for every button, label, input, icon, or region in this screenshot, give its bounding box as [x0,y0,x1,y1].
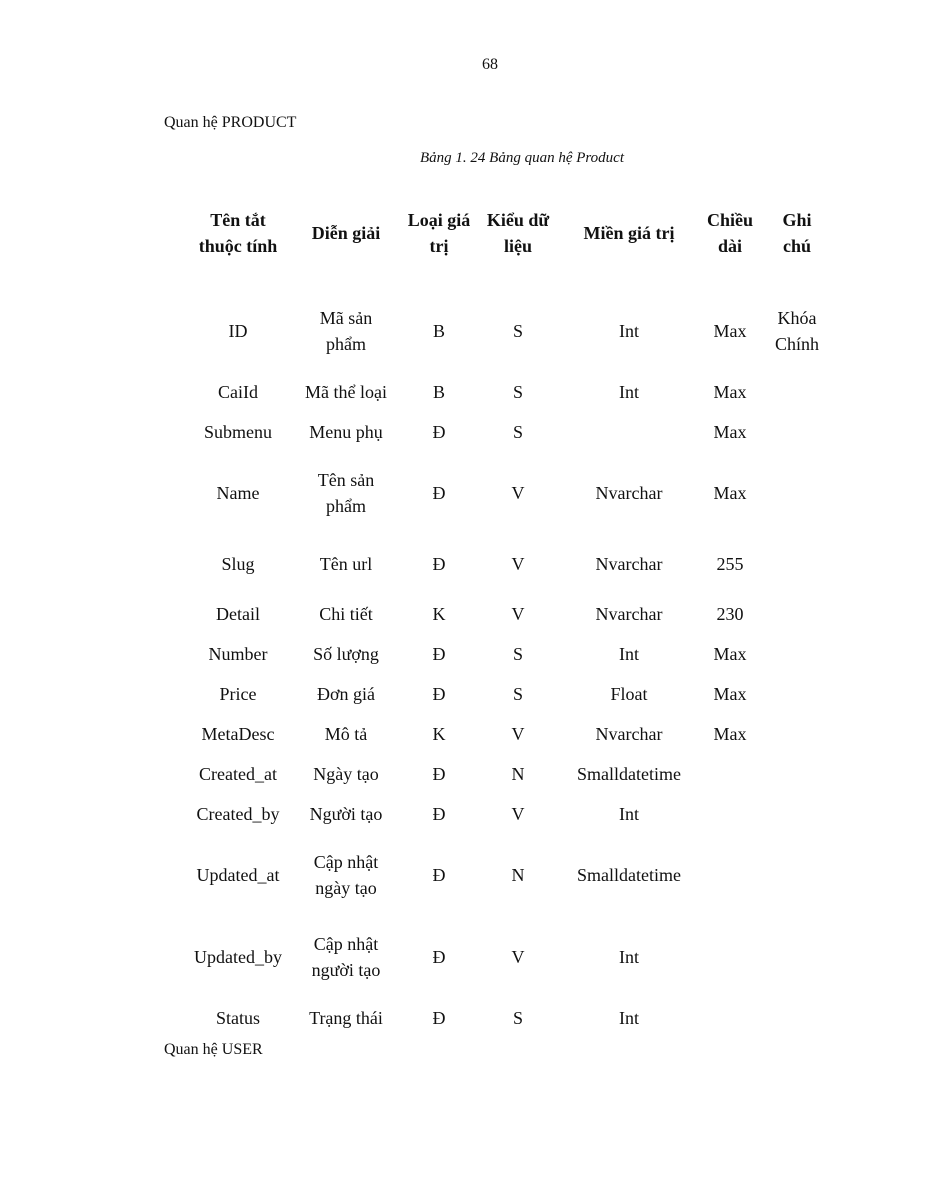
description-cell: Mã thể loại [305,382,387,402]
attr-name-cell: Number [208,644,268,664]
domain-cell: Int [619,804,639,824]
data-type-cell: V [511,947,525,967]
value-type-cell: Đ [432,644,446,664]
note-cell [760,834,834,916]
description-cell: Tên url [319,554,373,574]
table-row [184,674,834,714]
table-row [184,714,834,754]
data-type-cell: S [512,1008,523,1028]
attr-name-cell: Created_at [199,764,277,784]
header-domain: Miền giá trị [583,223,675,243]
table-row [184,634,834,674]
note-cell [760,794,834,834]
description-cell: Ngày tạo [313,764,379,784]
length-cell [700,794,760,834]
length-cell: Max [713,321,747,341]
attr-name-cell: Status [215,1008,260,1028]
domain-cell: Int [619,644,639,664]
data-type-cell: V [511,483,525,503]
description-cell: Tên sản phẩm [317,470,375,516]
spacer-row [184,266,834,290]
attr-name-cell: Submenu [203,422,272,442]
note-cell [760,714,834,754]
header-data-type: Kiểu dữ liệu [486,210,550,256]
domain-cell: Float [610,684,648,704]
data-type-cell: V [511,804,525,824]
table-row [184,834,834,916]
value-type-cell: Đ [432,483,446,503]
note-cell [760,634,834,674]
product-relation-table [184,200,834,1038]
value-type-cell: Đ [432,804,446,824]
note-cell [760,412,834,452]
header-description: Diễn giải [311,223,381,243]
value-type-cell: Đ [432,1008,446,1028]
description-cell: Menu phụ [309,422,383,442]
description-cell: Cập nhật người tạo [311,934,381,980]
domain-cell: Nvarchar [595,554,663,574]
table-row [184,290,834,372]
domain-cell: Nvarchar [595,604,663,624]
value-type-cell: Đ [432,764,446,784]
table-row [184,534,834,594]
description-cell: Trạng thái [309,1008,383,1028]
value-type-cell: B [432,321,445,341]
value-type-cell: Đ [432,554,446,574]
data-type-cell: S [512,321,523,341]
description-cell: Đơn giá [316,684,375,704]
table-caption: Bảng 1. 24 Bảng quan hệ Product [420,150,625,166]
length-cell [700,834,760,916]
domain-cell: Int [619,321,639,341]
description-cell: Mô tả [324,724,368,744]
header-length: Chiều dài [706,210,753,256]
length-cell: 230 [716,604,744,624]
value-type-cell: Đ [432,947,446,967]
length-cell [700,754,760,794]
domain-cell: Int [619,947,639,967]
attr-name-cell: CaiId [218,382,258,402]
length-cell: 255 [716,554,744,574]
domain-cell: Smalldatetime [577,764,681,784]
data-type-cell: V [511,724,525,744]
attr-name-cell: MetaDesc [201,724,275,744]
description-cell: Mã sản phẩm [319,308,373,354]
table-row [184,594,834,634]
value-type-cell: Đ [432,865,446,885]
header-note: Ghi chú [782,210,812,256]
length-cell: Max [713,644,747,664]
section-title-user: Quan hệ USER [164,1041,263,1058]
length-cell [700,998,760,1038]
length-cell: Max [713,483,747,503]
length-cell [700,916,760,998]
value-type-cell: Đ [432,684,446,704]
attr-name-cell: Name [216,483,260,503]
data-type-cell: S [512,382,523,402]
value-type-cell: K [432,724,446,744]
value-type-cell: Đ [432,422,446,442]
table-header-row [184,200,834,266]
note-cell [760,916,834,998]
note-cell [760,534,834,594]
description-cell: Chi tiết [319,604,373,624]
data-type-cell: N [511,865,525,885]
description-cell: Số lượng [313,644,379,664]
data-type-cell: V [511,554,525,574]
header-short-name: Tên tắt thuộc tính [198,210,278,256]
table-row [184,372,834,412]
data-type-cell: S [512,422,523,442]
note-cell [760,674,834,714]
domain-cell: Nvarchar [595,483,663,503]
data-type-cell: S [512,644,523,664]
note-cell [760,594,834,634]
data-type-cell: V [511,604,525,624]
page-number: 68 [482,56,498,73]
header-value-type: Loại giá trị [407,210,471,256]
length-cell: Max [713,684,747,704]
attr-name-cell: Created_by [196,804,280,824]
table-row [184,452,834,534]
description-cell: Cập nhật ngày tạo [313,852,379,898]
attr-name-cell: Detail [216,604,260,624]
length-cell: Max [713,724,747,744]
table-row [184,998,834,1038]
table-row [184,412,834,452]
domain-cell: Nvarchar [595,724,663,744]
domain-cell: Smalldatetime [577,865,681,885]
data-type-cell: S [512,684,523,704]
note-cell [760,452,834,534]
note-cell [760,754,834,794]
attr-name-cell: ID [228,321,248,341]
description-cell: Người tạo [309,804,383,824]
value-type-cell: K [432,604,446,624]
table-row [184,916,834,998]
length-cell: Max [713,382,747,402]
table-row [184,794,834,834]
note-cell: Khóa Chính [774,308,819,354]
length-cell: Max [713,422,747,442]
domain-cell: Int [619,1008,639,1028]
domain-cell: Int [619,382,639,402]
note-cell [760,998,834,1038]
note-cell [760,372,834,412]
attr-name-cell: Price [219,684,257,704]
section-title-product: Quan hệ PRODUCT [164,114,297,131]
value-type-cell: B [432,382,445,402]
data-type-cell: N [511,764,525,784]
domain-cell [558,412,700,452]
attr-name-cell: Slug [221,554,255,574]
table-row [184,754,834,794]
attr-name-cell: Updated_by [194,947,282,967]
attr-name-cell: Updated_at [196,865,280,885]
